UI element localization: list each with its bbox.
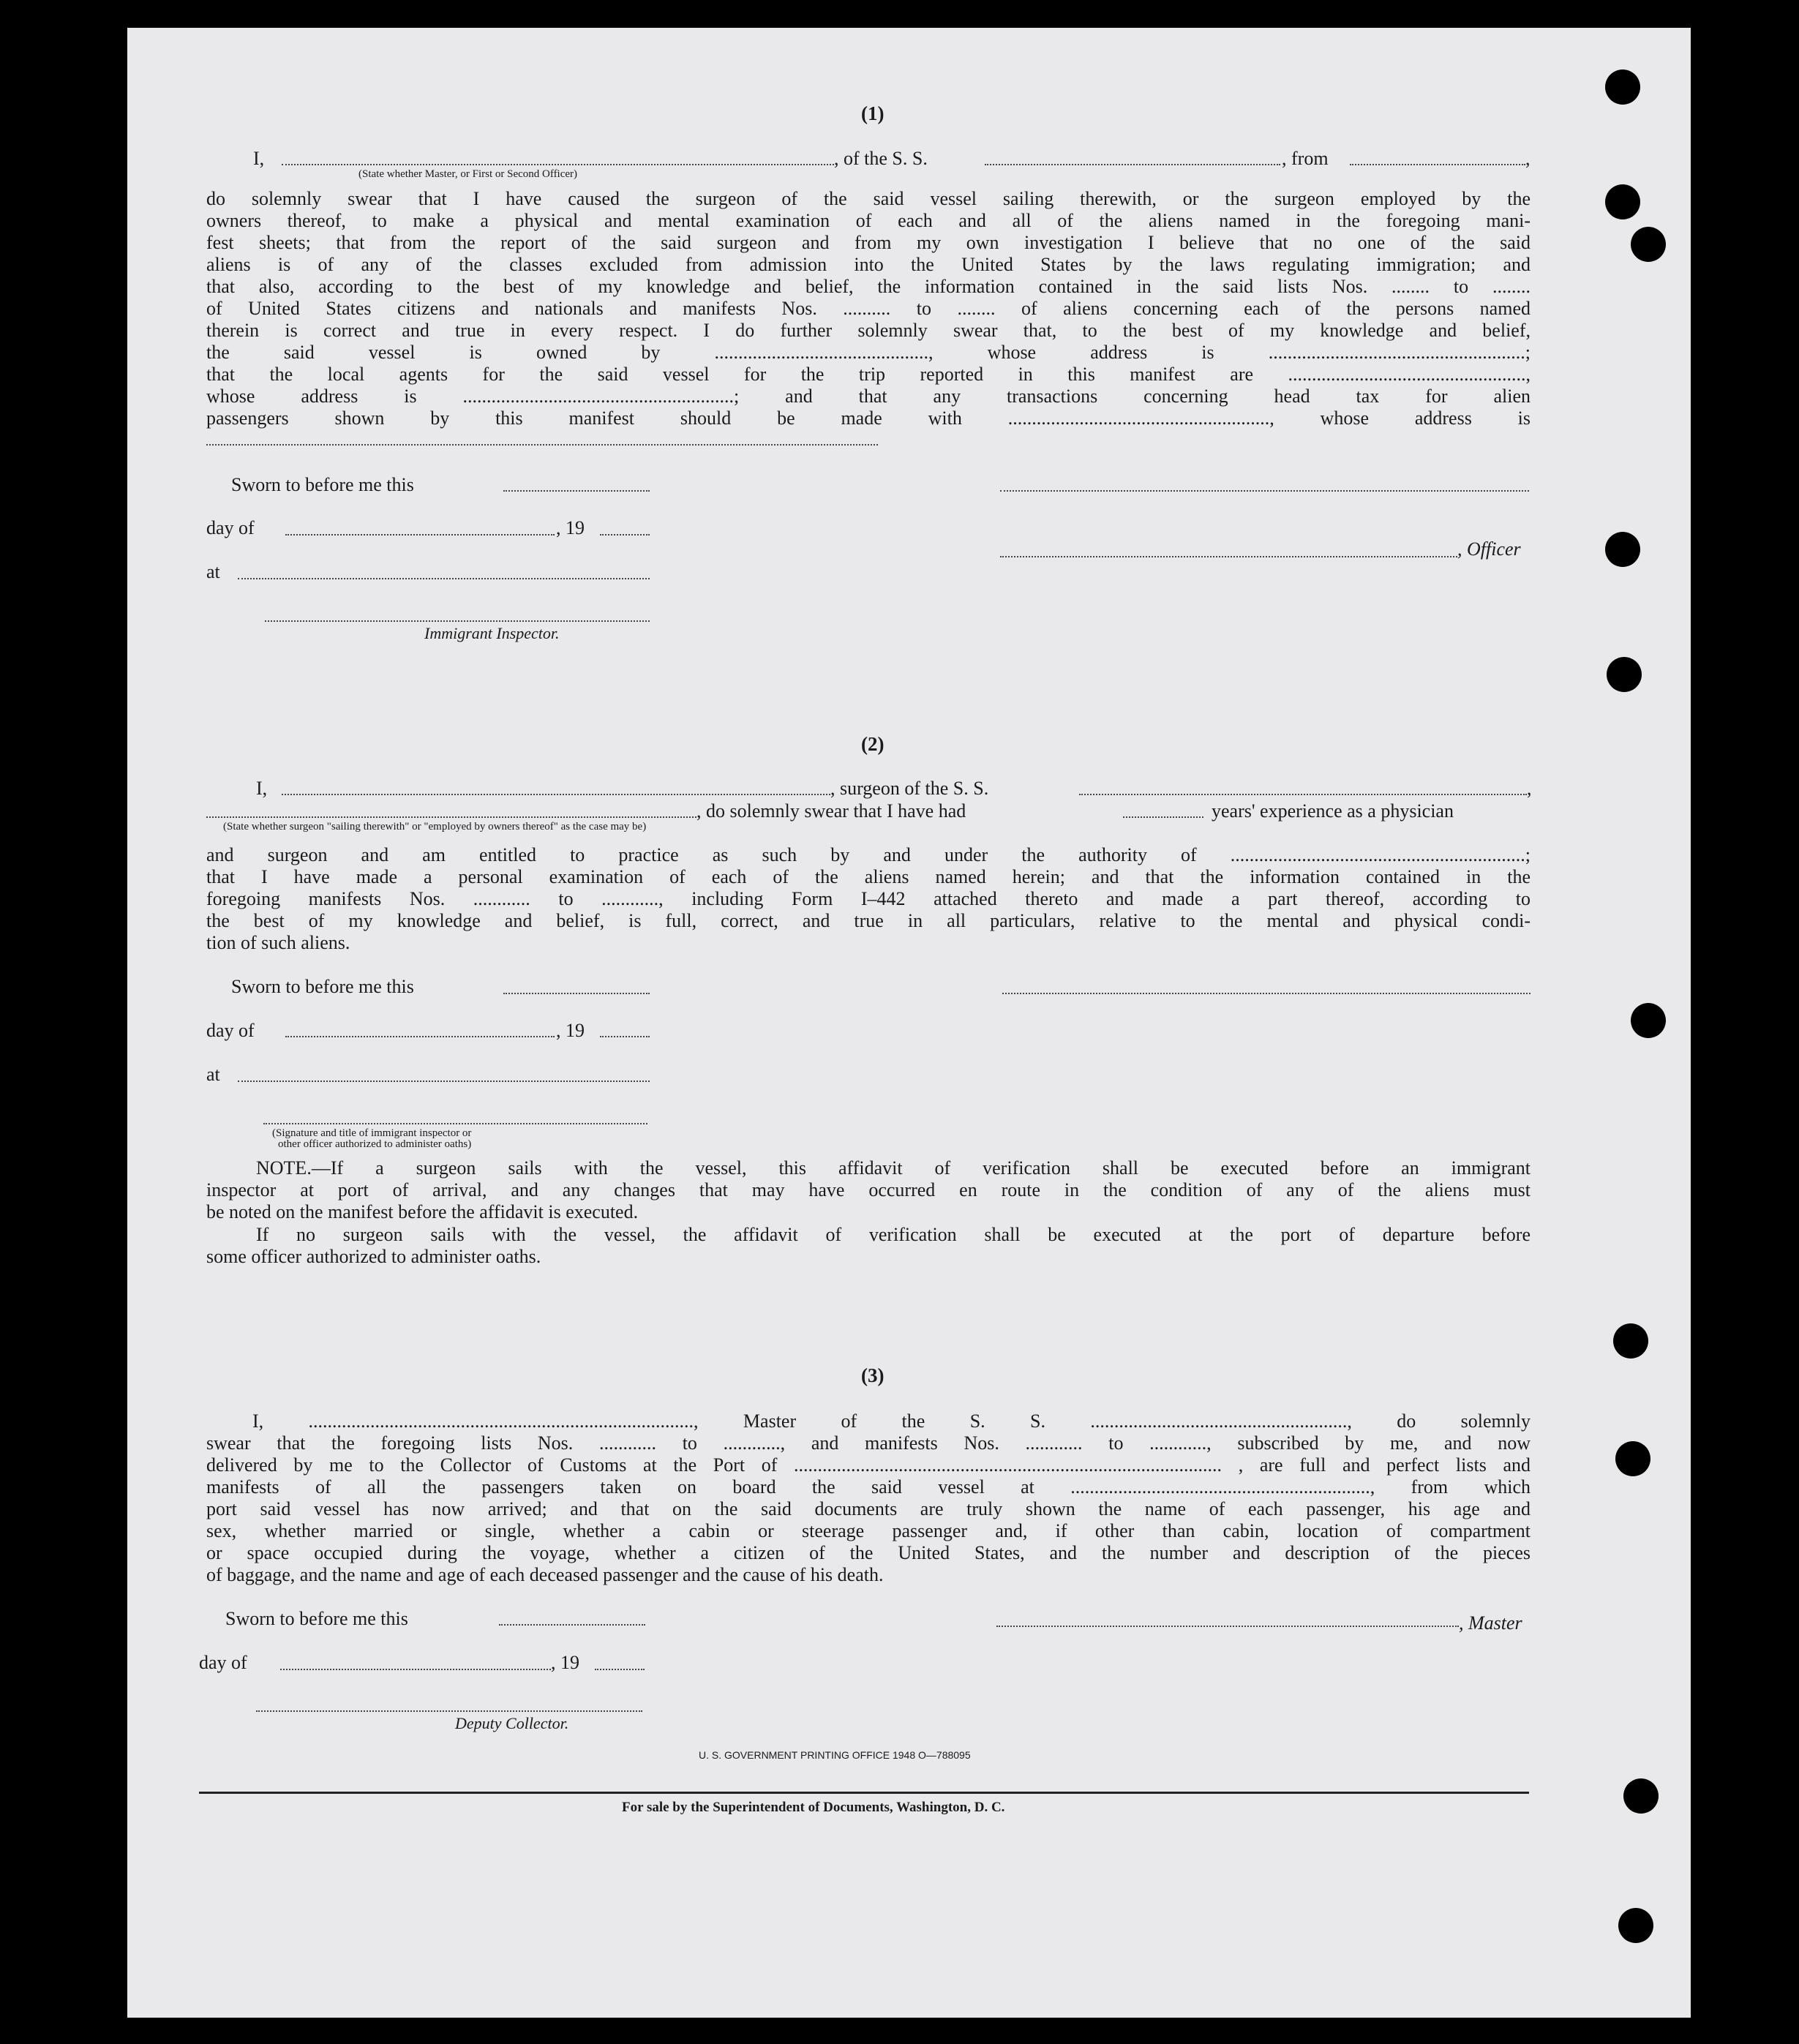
surgeon-body-line: and surgeon and am entitled to practice as such by and under the authority of ..............................................................; <box>206 844 1531 865</box>
sworn-label: Sworn to before me this <box>231 976 414 997</box>
at-label: at <box>206 1064 220 1085</box>
oath-body-line: the said vessel is owned by ............................................., whose address is ......................................................; <box>206 342 1531 363</box>
oath-body-line: of United States citizens and nationals and manifests Nos. .......... to ........ of aliens concerning each of the persons named <box>206 298 1531 319</box>
signature-caption: (Signature and title of immigrant inspector or <box>272 1127 472 1139</box>
month-line <box>285 534 555 536</box>
master-body-last-line: of baggage, and the name and age of each deceased passenger and the cause of his death. <box>206 1564 884 1585</box>
printing-office-imprint: U. S. GOVERNMENT PRINTING OFFICE 1948 O—788095 <box>699 1749 971 1761</box>
sworn-label: Sworn to before me this <box>231 474 414 495</box>
surgeon-status-line <box>206 816 696 818</box>
inspector-caption: Immigrant Inspector. <box>424 624 560 642</box>
oath-body-line: do solemnly swear that I have caused the surgeon of the said vessel sailing therewith, or the surgeon employed by the <box>206 188 1531 209</box>
master-body-line: I, ................................................................................., Master of the S. S. ......................................................, do solemnly <box>252 1410 1531 1432</box>
master-body-line: sex, whether married or single, whether a cabin or steerage passenger and, if other than cabin, location of compartment <box>206 1520 1531 1541</box>
oath-body-line: therein is correct and true in every respect. I do further solemnly swear that, to the best of my knowledge and belief, <box>206 320 1531 341</box>
surgeon-swear-text: , do solemnly swear that I have had <box>696 800 966 822</box>
sworn-date-line <box>499 1624 645 1626</box>
oath-body-line: that also, according to the best of my knowledge and belief, the information contained in the said lists Nos. ........ to ........ <box>206 276 1531 297</box>
master-body-line: manifests of all the passengers taken on board the said vessel at ..............................................................., from which <box>206 1476 1531 1498</box>
section-3-number: (3) <box>861 1364 885 1386</box>
day-of-label: day of <box>199 1652 247 1673</box>
deputy-caption: Deputy Collector. <box>455 1714 569 1732</box>
note-last-line: some officer authorized to administer oaths. <box>206 1246 541 1267</box>
footer-rule <box>199 1792 1529 1794</box>
year-label: , 19 <box>556 517 585 538</box>
master-caption: , Master <box>1459 1612 1522 1634</box>
place-line <box>238 1081 650 1082</box>
master-body-line: or space occupied during the voyage, whether a citizen of the United States, and the number and description of the pieces <box>206 1542 1531 1563</box>
place-line <box>238 578 650 579</box>
year-label: , 19 <box>556 1020 585 1041</box>
surgeon-signature-line <box>1002 993 1531 994</box>
comma: , <box>1527 778 1532 799</box>
binder-hole <box>1605 184 1640 219</box>
surgeon-name-line <box>282 794 830 795</box>
officer-rank-caption: (State whether Master, or First or Second Officer) <box>358 168 578 180</box>
master-body-line: swear that the foregoing lists Nos. ............ to ............, and manifests Nos. ............ to ............, subscribed by me, and now <box>206 1432 1531 1454</box>
vessel-name-line <box>985 164 1280 165</box>
master-body-line: delivered by me to the Collector of Customs at the Port of .......................................................................................... , are full and perfect lists and <box>206 1454 1531 1476</box>
surgeon-body-line: foregoing manifests Nos. ............ to ............, including Form I–442 attached thereto and made a part thereof, according to <box>206 888 1531 909</box>
binder-hole <box>1615 1441 1650 1476</box>
surgeon-vessel-line <box>1079 794 1527 795</box>
binder-hole <box>1631 227 1666 262</box>
from-label: , from <box>1282 148 1329 169</box>
master-signature-line <box>996 1626 1459 1627</box>
sworn-label: Sworn to before me this <box>225 1608 408 1629</box>
inspector-signature-line <box>265 620 650 622</box>
year-label: , 19 <box>551 1652 579 1673</box>
officer-caption: , Officer <box>1457 538 1521 560</box>
at-label: at <box>206 561 220 582</box>
binder-hole <box>1618 1908 1653 1943</box>
inspector-signature-line <box>263 1123 647 1124</box>
day-of-label: day of <box>206 1020 255 1041</box>
oath-body-line: that the local agents for the said vessel for the trip reported in this manifest are .................................................., <box>206 364 1531 385</box>
sworn-date-line <box>503 993 650 994</box>
year-line <box>600 534 650 536</box>
year-line <box>600 1036 650 1037</box>
deputy-signature-line <box>256 1710 642 1712</box>
of-the-ss-label: , of the S. S. <box>834 148 928 169</box>
note-last-line: be noted on the manifest before the affidavit is executed. <box>206 1201 639 1222</box>
years-experience-text: years' experience as a physician <box>1212 800 1454 822</box>
oath-body-line: whose address is .........................................................; and that any transactions concerning head tax for alien <box>206 386 1531 407</box>
address-continuation-line <box>206 444 878 446</box>
from-port-line <box>1350 164 1525 165</box>
sale-notice: For sale by the Superintendent of Documents, Washington, D. C. <box>622 1800 1005 1815</box>
section-1-number: (1) <box>861 102 885 124</box>
officer-name-line <box>282 164 834 165</box>
officer-title-line <box>1000 556 1457 557</box>
surgeon-status-caption: (State whether surgeon "sailing therewith" or "employed by owners thereof" as the case may be) <box>223 821 647 833</box>
section-2-number: (2) <box>861 733 885 755</box>
note-line: inspector at port of arrival, and any changes that may have occurred en route in the condition of any of the aliens must <box>206 1179 1531 1201</box>
surgeon-body-line: that I have made a personal examination of each of the aliens named herein; and that the information contained in the <box>206 866 1531 887</box>
surgeon-of-ss-label: , surgeon of the S. S. <box>830 778 989 799</box>
binder-hole <box>1623 1778 1659 1814</box>
year-line <box>595 1669 645 1670</box>
day-of-label: day of <box>206 517 255 538</box>
signature-caption: other officer authorized to administer oaths) <box>278 1138 472 1150</box>
note-line: NOTE.—If a surgeon sails with the vessel, this affidavit of verification shall be executed before an immigrant <box>256 1157 1531 1179</box>
note-line: If no surgeon sails with the vessel, the affidavit of verification shall be executed at the port of departure before <box>256 1224 1531 1245</box>
month-line <box>285 1036 555 1037</box>
oath-body-line: fest sheets; that from the report of the said surgeon and from my own investigation I believe that no one of the said <box>206 232 1531 253</box>
oath-body-line: passengers shown by this manifest should be made with ......................................................., whose address is <box>206 407 1531 429</box>
binder-hole <box>1605 69 1640 105</box>
comma: , <box>1525 148 1531 169</box>
month-line <box>280 1669 551 1670</box>
surgeon-body-last-line: tion of such aliens. <box>206 932 350 953</box>
years-line <box>1123 816 1203 818</box>
binder-hole <box>1613 1323 1648 1359</box>
oath-body-line: aliens is of any of the classes excluded from admission into the United States by the laws regulating immigration; and <box>206 254 1531 275</box>
oath-intro-i: I, <box>253 148 265 169</box>
binder-hole <box>1607 657 1642 692</box>
oath-body-line: owners thereof, to make a physical and mental examination of each and all of the aliens named in the foregoing mani- <box>206 210 1531 231</box>
surgeon-oath-i: I, <box>256 778 268 799</box>
surgeon-body-line: the best of my knowledge and belief, is full, correct, and true in all particulars, relative to the mental and physical condi- <box>206 910 1531 931</box>
binder-hole <box>1605 532 1640 567</box>
binder-hole <box>1631 1003 1666 1038</box>
officer-signature-line <box>1000 490 1529 492</box>
sworn-date-line <box>503 490 650 492</box>
master-body-line: port said vessel has now arrived; and that on the said documents are truly shown the name of each passenger, his age and <box>206 1498 1531 1519</box>
